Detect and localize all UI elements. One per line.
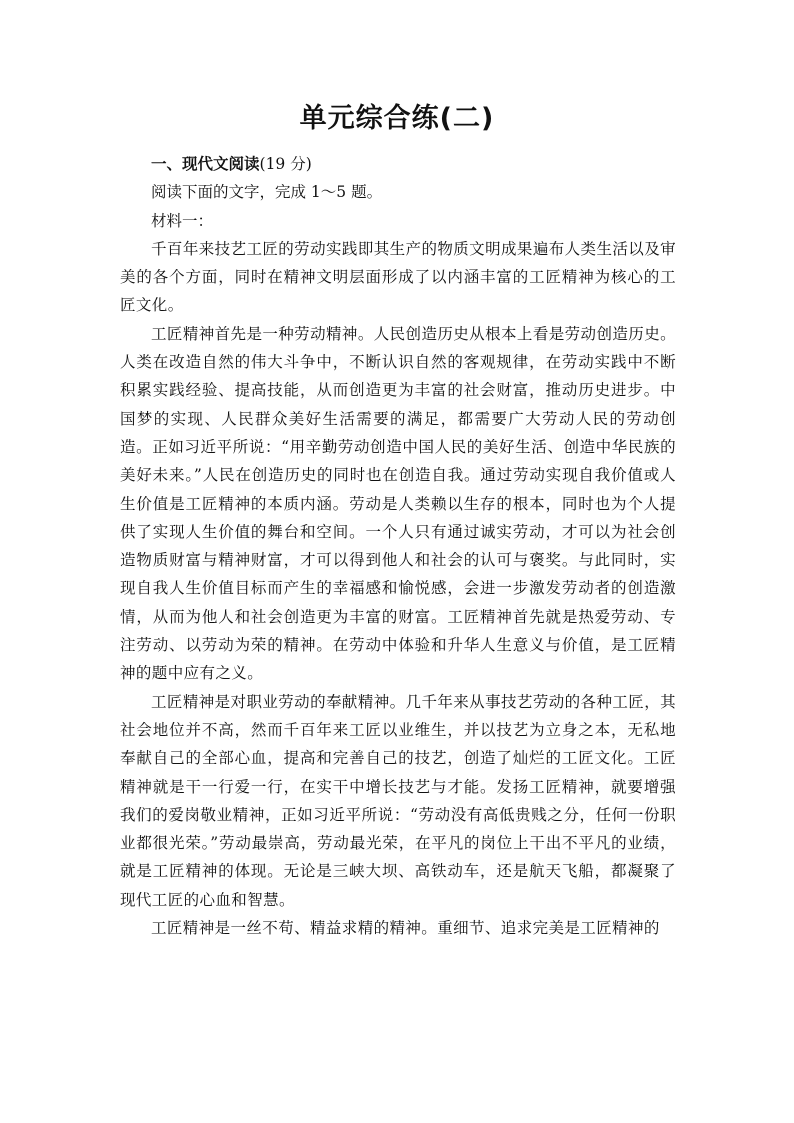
paragraph: 千百年来技艺工匠的劳动实践即其生产的物质文明成果遍布人类生活以及审美的各个方面，同时在精神文明层面形成了以内涵丰富的工匠精神为核心的工匠文化。 xyxy=(120,239,676,315)
section-heading-text: 一、现代文阅读 xyxy=(151,155,260,173)
document-body xyxy=(120,150,676,942)
paragraph: 工匠精神是一丝不苟、精益求精的精神。重细节、追求完美是工匠精神的 xyxy=(151,919,660,938)
section-heading xyxy=(120,150,676,178)
paragraph: 工匠精神首先是一种劳动精神。人民创造历史从根本上看是劳动创造历史。人类在改造自然的伟大斗争中，不断认识自然的客观规律，在劳动实践中不断积累实践经验、提高技能，从而创造更为丰富的社会财富，推动历史进步。中国梦的实现、人民群众美好生活需要的满足，都需要广大劳动人民的劳动创造。正如习近平所说：“用辛勤劳动创造中国人民的美好生活、创造中华民族的美好未来。”人民在创造历史的同时也在创造自我。通过劳动实现自我价值或人生价值是工匠精神的本质内涵。劳动是人类赖以生存的根本，同时也为个人提供了实现人生价值的舞台和空间。一个人只有通过诚实劳动，才可以为社会创造物质财富与精神财富，才可以得到他人和社会的认可与褒奖。与此同时，实现自我人生价值目标而产生的幸福感和愉悦感，会进一步激发劳动者的创造激情，从而为他人和社会创造更为丰富的财富。工匠精神首先就是热爱劳动、专注劳动、以劳动为荣的精神。在劳动中体验和升华人生意义与价值，是工匠精神的题中应有之义。 xyxy=(120,324,676,683)
section-points: (19 分) xyxy=(259,155,312,173)
page-title: 单元综合练(二) xyxy=(299,103,495,134)
instruction-text: 阅读下面的文字，完成 1～5 题。 xyxy=(151,183,383,202)
material-label: 材料一： xyxy=(151,211,214,230)
paragraph: 工匠精神是对职业劳动的奉献精神。几千年来从事技艺劳动的各种工匠，其社会地位并不高，然而千百年来工匠以业维生，并以技艺为立身之本，无私地奉献自己的全部心血，提高和完善自己的技艺，创造了灿烂的工匠文化。工匠精神就是干一行爱一行，在实干中增长技艺与才能。发扬工匠精神，就要增强我们的爱岗敬业精神，正如习近平所说：“劳动没有高低贵贱之分，任何一份职业都很光荣。”劳动最崇高，劳动最光荣，在平凡的岗位上干出不平凡的业绩，就是工匠精神的体现。无论是三峡大坝、高铁动车，还是航天飞船，都凝聚了现代工匠的心血和智慧。 xyxy=(120,692,676,909)
